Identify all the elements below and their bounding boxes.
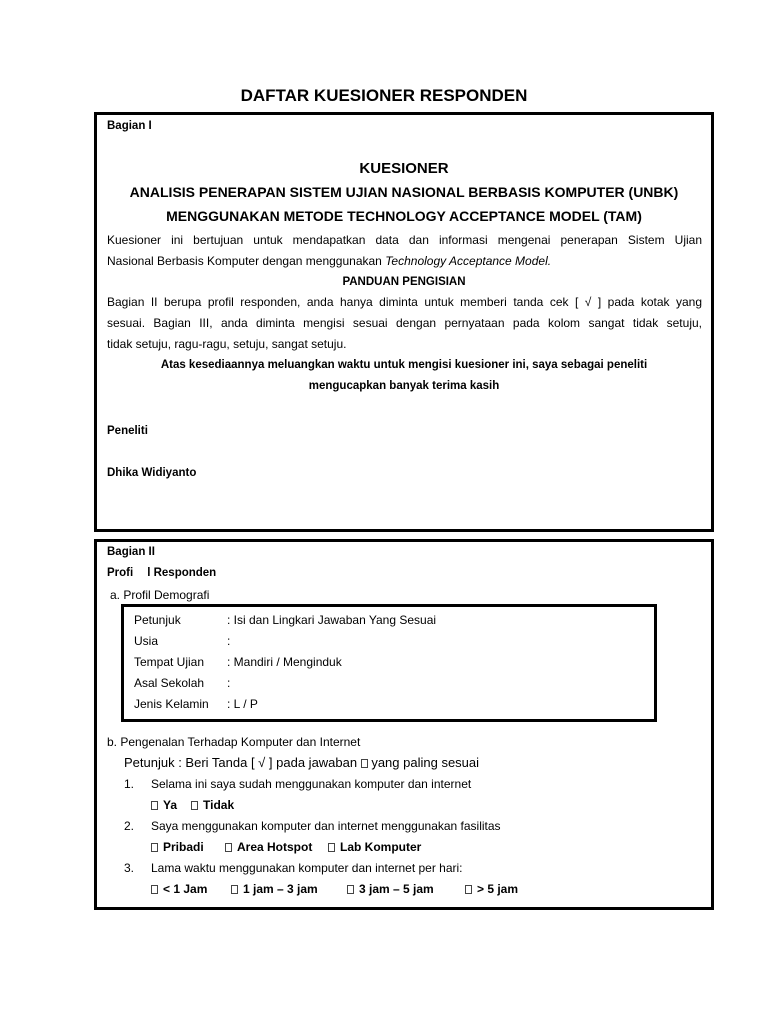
- checkbox-icon[interactable]: [191, 801, 198, 810]
- question-3-text: Lama waktu menggunakan komputer dan internet per hari:: [151, 861, 463, 875]
- checkbox-icon[interactable]: [231, 885, 238, 894]
- option-lab-komputer[interactable]: Lab Komputer: [328, 840, 421, 854]
- peneliti-label: Peneliti: [107, 425, 148, 437]
- intro-line-2: Nasional Berbasis Komputer dengan menggunakan Technology Acceptance Model.: [107, 254, 552, 268]
- option-pribadi[interactable]: Pribadi: [151, 840, 204, 854]
- panduan-line-1: Bagian II berupa profil responden, anda hanya diminta untuk memberi tanda cek [ √ ] pada kotak yang: [107, 295, 702, 309]
- question-3-number: 3.: [124, 861, 135, 875]
- question-1-number: 1.: [124, 777, 135, 791]
- section-b-title: b. Pengenalan Terhadap Komputer dan Internet: [107, 735, 361, 749]
- checkbox-icon: [361, 759, 368, 768]
- bagian-2-label: Bagian II: [107, 546, 155, 558]
- panduan-line-3: tidak setuju, ragu-ragu, setuju, sangat setuju.: [107, 337, 347, 351]
- checkbox-icon[interactable]: [151, 885, 158, 894]
- page-title: DAFTAR KUESIONER RESPONDEN: [240, 86, 528, 105]
- profil-demografi-label: a. Profil Demografi: [110, 588, 210, 602]
- option-tidak[interactable]: Tidak: [191, 798, 234, 812]
- bagian-1-label: Bagian I: [107, 120, 152, 132]
- option-more-5-jam[interactable]: > 5 jam: [465, 882, 518, 896]
- panduan-heading: PANDUAN PENGISIAN: [342, 276, 466, 288]
- option-less-1-jam[interactable]: < 1 Jam: [151, 882, 207, 896]
- field-value: : L / P: [227, 697, 258, 711]
- option-area-hotspot[interactable]: Area Hotspot: [225, 840, 312, 854]
- peneliti-name: Dhika Widiyanto: [107, 467, 197, 479]
- field-label: Jenis Kelamin: [134, 697, 209, 711]
- option-1-3-jam[interactable]: 1 jam – 3 jam: [231, 882, 318, 896]
- question-1-text: Selama ini saya sudah menggunakan komputer dan internet: [151, 777, 472, 791]
- checkbox-icon[interactable]: [151, 801, 158, 810]
- question-2-text: Saya menggunakan komputer dan internet menggunakan fasilitas: [151, 819, 501, 833]
- checkbox-icon[interactable]: [347, 885, 354, 894]
- field-label: Asal Sekolah: [134, 676, 205, 690]
- question-2-number: 2.: [124, 819, 135, 833]
- checkbox-icon[interactable]: [151, 843, 158, 852]
- intro-line-1: Kuesioner ini bertujuan untuk mendapatkan data dan informasi mengenai penerapan Sistem Ujian: [107, 233, 702, 247]
- checkbox-icon[interactable]: [465, 885, 472, 894]
- thanks-line-1: Atas kesediaannya meluangkan waktu untuk mengisi kuesioner ini, saya sebagai peneliti: [160, 359, 648, 371]
- kuesioner-heading: KUESIONER: [359, 160, 449, 177]
- field-value: :: [227, 676, 231, 690]
- option-ya[interactable]: Ya: [151, 798, 177, 812]
- field-value: : Isi dan Lingkari Jawaban Yang Sesuai: [227, 613, 437, 627]
- profil-responden-heading: Profi l Responden: [107, 567, 217, 579]
- option-3-5-jam[interactable]: 3 jam – 5 jam: [347, 882, 434, 896]
- checkbox-icon[interactable]: [225, 843, 232, 852]
- field-label: Tempat Ujian: [134, 655, 205, 669]
- field-label: Usia: [134, 634, 159, 648]
- study-title-line-2: MENGGUNAKAN METODE TECHNOLOGY ACCEPTANCE MODEL (TAM): [166, 208, 642, 224]
- field-label: Petunjuk: [134, 613, 181, 627]
- petunjuk-line: Petunjuk : Beri Tanda [ √ ] pada jawaban yang paling sesuai: [124, 755, 480, 770]
- field-value: :: [227, 634, 231, 648]
- study-title-line-1: ANALISIS PENERAPAN SISTEM UJIAN NASIONAL BERBASIS KOMPUTER (UNBK): [129, 184, 679, 200]
- thanks-line-2: mengucapkan banyak terima kasih: [308, 380, 500, 392]
- field-value: : Mandiri / Menginduk: [227, 655, 342, 669]
- panduan-line-2: sesuai. Bagian III, anda diminta mengisi sesuai dengan pernyataan pada kolom sangat tidak setuju,: [107, 316, 702, 330]
- checkbox-icon[interactable]: [328, 843, 335, 852]
